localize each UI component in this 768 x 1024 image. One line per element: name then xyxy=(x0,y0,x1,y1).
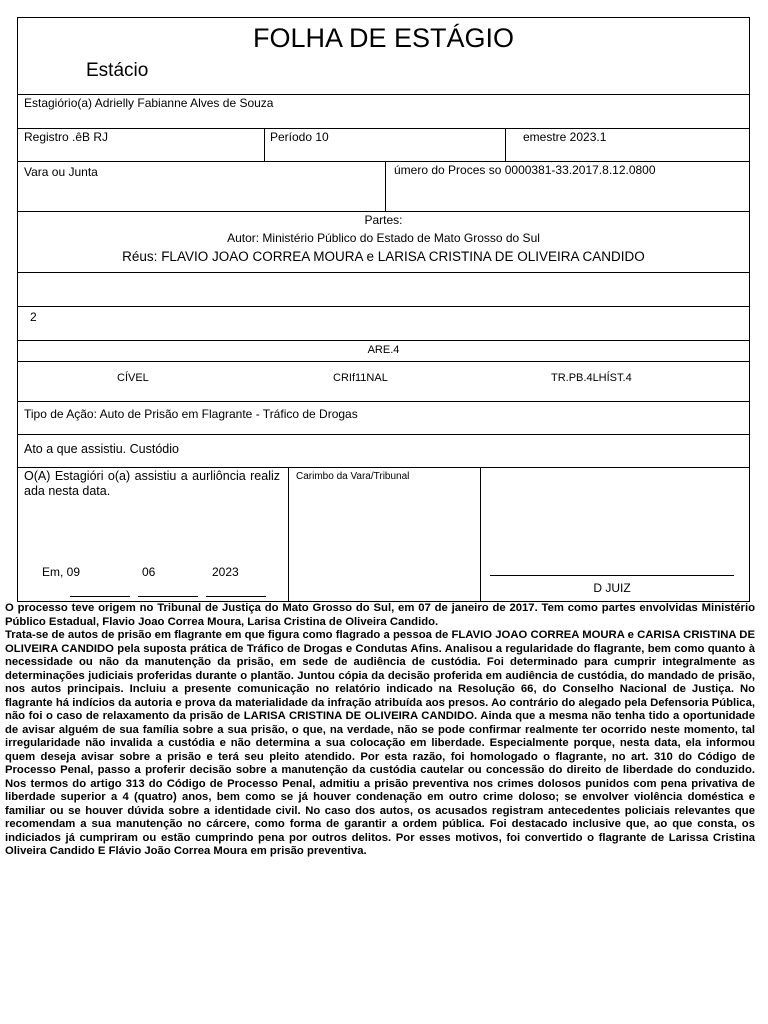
divider xyxy=(385,162,386,212)
area-criminal: CRIf11NAL xyxy=(333,372,388,384)
case-summary xyxy=(5,602,755,859)
date-year: 2023 xyxy=(212,565,239,579)
divider xyxy=(480,468,481,602)
author-line: Autor: Ministério Público do Estado de Mato Grosso do Sul xyxy=(227,231,540,245)
action-type-row xyxy=(18,401,749,434)
defendants-line: Réus: FLAVIO JOAO CORREA MOURA e LARISA CRISTINA DE OLIVEIRA CANDIDO xyxy=(122,249,645,264)
institution-name: Estácio xyxy=(86,60,149,81)
processo-field: úmero do Proces so 0000381-33.2017.8.12.0800 xyxy=(394,163,656,177)
parties-label: Partes: xyxy=(364,213,403,227)
stamp-label: Carimbo da Vara/Tribunal xyxy=(296,471,410,482)
court-row xyxy=(18,161,749,212)
blank-row xyxy=(18,272,749,306)
summary-paragraph: Trata-se de autos de prisão em flagrante em que figura como flagrado a pessoa de FLAVIO JOAO CORREA MOURA e CARISA CRISTINA DE OLIVEIRA CANDIDO pela suposta prática de Tráfico de Drogas e Condutas Afins. Analisou a regularidade do flagrante, bem como quanto à necessidade ou não da manutenção da prisão, em sede de audiência de custódia. Foi determinado para cumprir integralmente as determinações judiciais proferidas durante o plantão. Juntou cópia da decisão proferida em audiência de custódia, do mandado de prisão, nos autos principais. Incluiu a presente comunicação no relatório indicado na Resolução 66, do Conselho Nacional de Justiça. No flagrante há indícios da autoria e prova da materialidade da infração atribuída aos presos. Ao contrário do alegado pela Defensoria Pública, não foi o caso de relaxamento da prisão de LARISA CRISTINA DE OLIVEIRA CANDIDO. Ainda que a mesma não tenha tido a oportunidade de avisar alguém de sua família sobre a sua prisão, o que, na verdade, não se pode confirmar realmente ter ocorrido neste momento, tal irregularidade não invalida a custódia e não determina a sua colocação em liberdade. Especialmente porque, nesta data, ela informou quem deseja avisar sobre a prisão e terá seu pleito atendido. Por esta razão, foi homologado o flagrante, no art. 310 do Código de Processo Penal, passo a proferir decisão sobre a manutenção da custódia cautelar ou concessão do direito de liberdade do conduzido. Nos termos do artigo 313 do Código de Processo Penal, admitiu a prisão preventiva nos crimes dolosos punidos com pena privativa de liberdade superior a 4 (quatro) anos, bem como se já houver condenação em outro crime doloso; se envolver violência doméstica e familiar ou se houver dúvida sobre a identidade civil. No caso dos autos, os acusados registram antecedentes policiais relevantes que recomendam a sua manutenção no cárcere, como forma de garantir a ordem pública. Foi destacado inclusive que, ao que consta, os indiciados já cumpriram ou estão cumprindo pena por outros delitos. Por esses motivos, foi convertido o flagrante de Larissa Cristina Oliveira Candido E Flávio João Correa Moura em prisão preventiva. xyxy=(5,629,755,857)
area-civel: CÍVEL xyxy=(117,372,149,384)
semestre-field: emestre 2023.1 xyxy=(523,130,607,144)
date-line xyxy=(206,596,266,597)
divider xyxy=(264,129,265,162)
registro-field: Registro .êB RJ xyxy=(24,130,109,144)
number-row xyxy=(18,306,749,340)
form-title: FOLHA DE ESTÁGIO xyxy=(252,23,515,53)
registration-row xyxy=(18,128,749,162)
judge-label: D JUIZ xyxy=(593,581,631,595)
date-line xyxy=(70,596,130,597)
area-trabalhista: TR.PB.4LHÍST.4 xyxy=(551,372,632,384)
internship-form xyxy=(17,17,750,602)
area-options-row xyxy=(18,361,749,402)
area-label: ARE.4 xyxy=(367,344,400,356)
divider xyxy=(505,129,506,162)
item-number: 2 xyxy=(30,310,37,324)
act-attended: Ato a que assistiu. Custódio xyxy=(24,442,179,456)
date-month: 06 xyxy=(142,565,156,579)
act-row xyxy=(18,434,749,468)
divider xyxy=(288,468,289,602)
periodo-field: Período 10 xyxy=(270,130,329,144)
date-line xyxy=(138,596,198,597)
signature-row xyxy=(18,467,749,602)
summary-paragraph: O processo teve origem no Tribunal de Justiça do Mato Grosso do Sul, em 07 de janeiro de 2017. Tem como partes envolvidas Ministério Público Estadual, Flavio Joao Correa Moura, Larisa Cristina de Oliveira Candido. xyxy=(5,602,755,628)
intern-name: Estagiório(a) Adrielly Fabianne Alves de Souza xyxy=(24,96,274,110)
area-row xyxy=(18,340,749,362)
attendance-declaration: O(A) Estagióri o(a) assistiu a aurliôncia realiz ada nesta data. xyxy=(24,469,280,498)
action-type: Tipo de Ação: Auto de Prisão em Flagrante - Tráfico de Drogas xyxy=(24,407,358,421)
vara-field: Vara ou Junta xyxy=(24,165,98,179)
intern-row xyxy=(18,94,749,128)
judge-signature-line xyxy=(490,575,734,576)
date-day: Em, 09 xyxy=(42,565,81,579)
parties-row xyxy=(18,211,749,272)
